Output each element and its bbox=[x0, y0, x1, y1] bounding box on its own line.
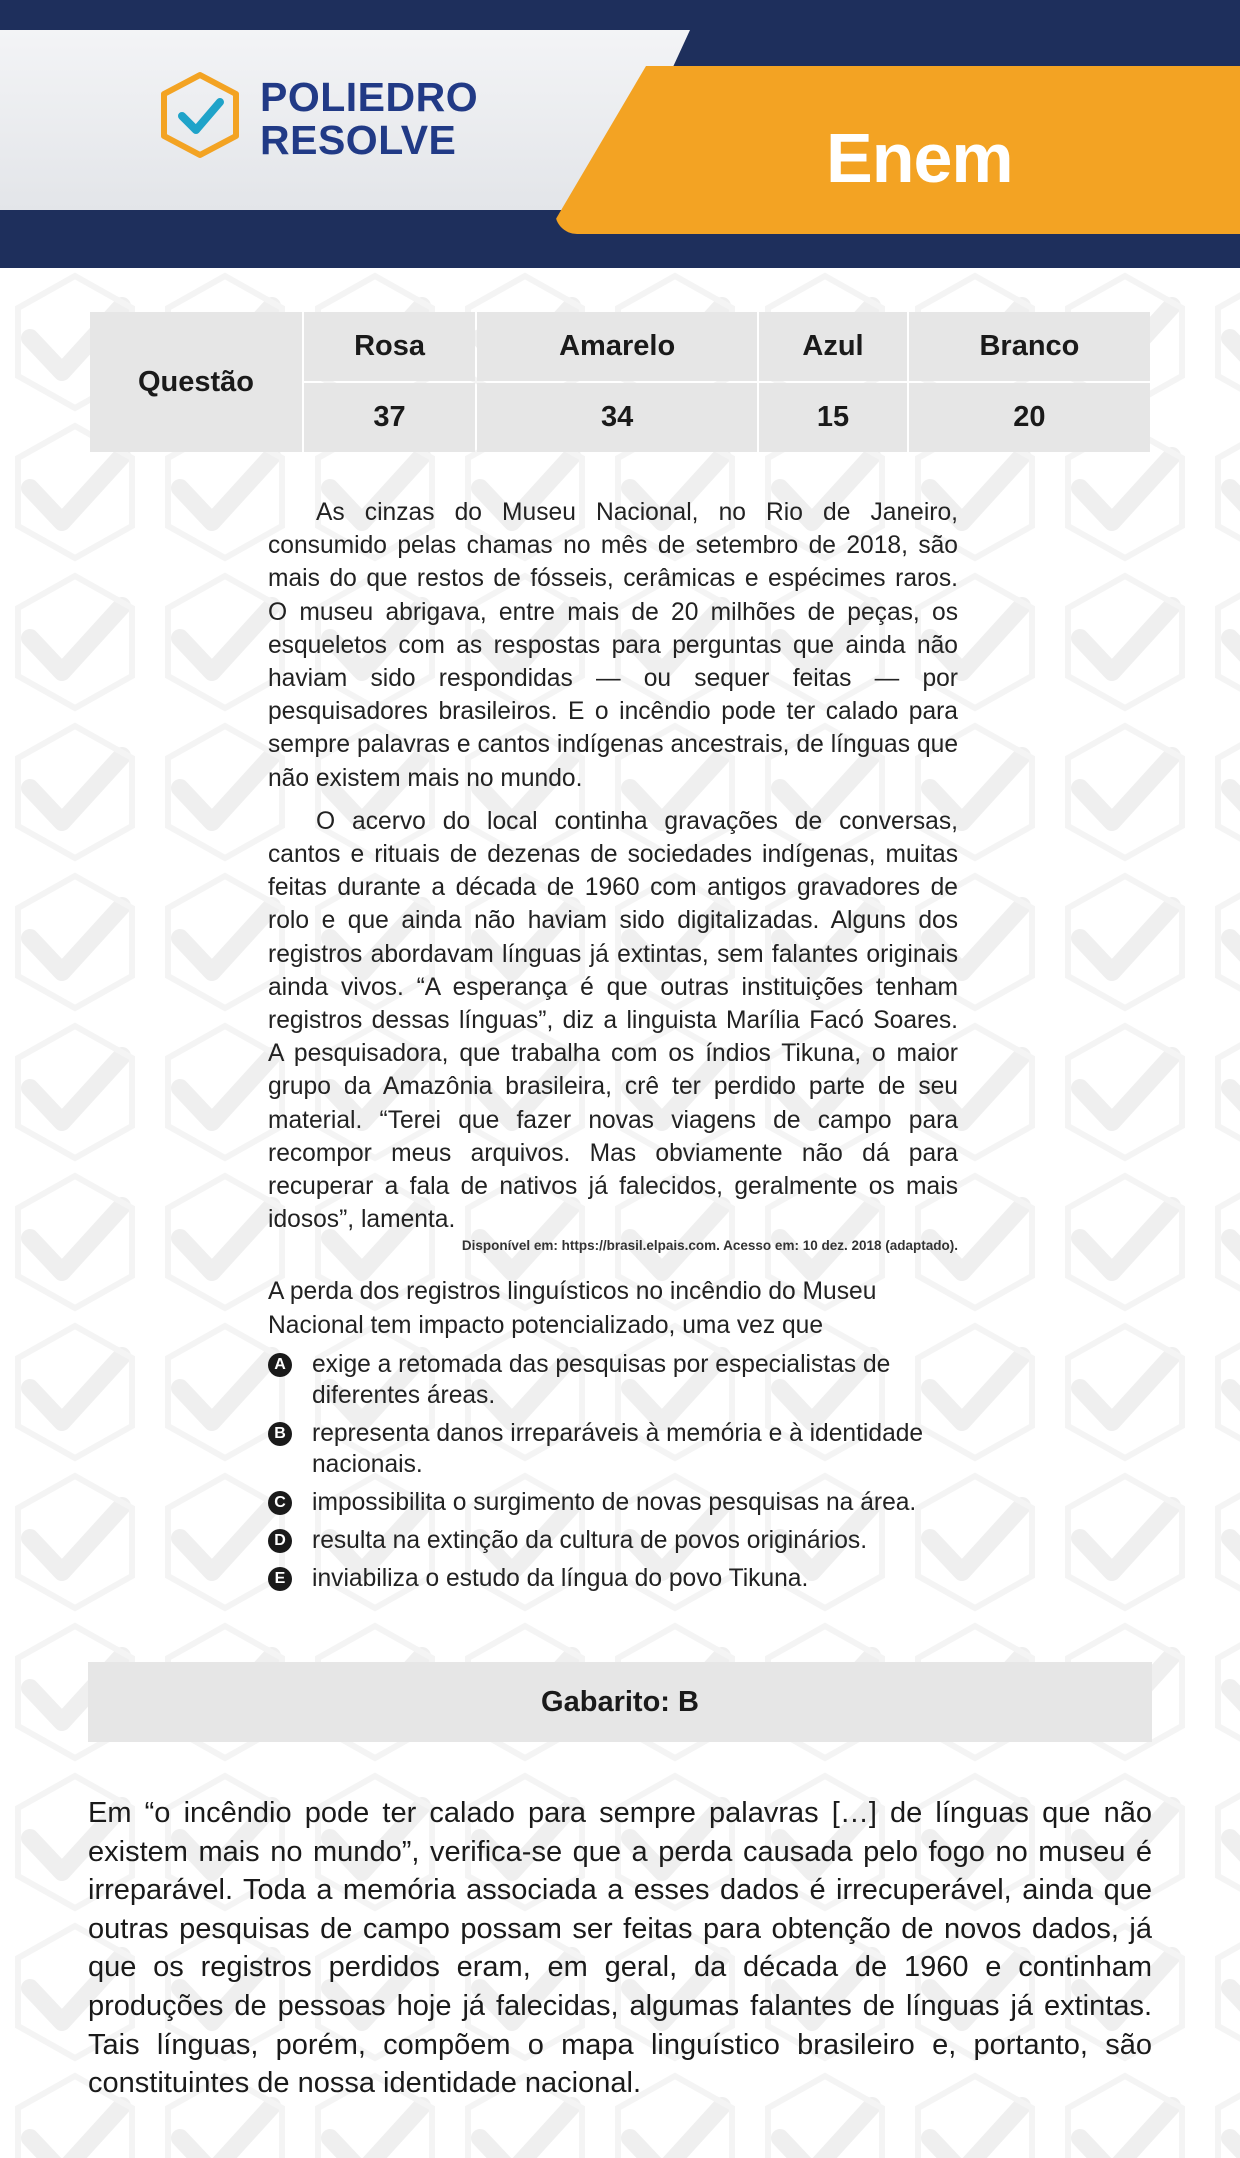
question-label-cell: Questão bbox=[90, 312, 302, 452]
option-letter-badge: D bbox=[268, 1529, 292, 1553]
option-text: inviabiliza o estudo da língua do povo Tikuna. bbox=[312, 1564, 809, 1592]
brand-line-2: RESOLVE bbox=[260, 117, 457, 163]
option-letter-badge: E bbox=[268, 1567, 292, 1591]
option-text: representa danos irreparáveis à memória e à identidade nacionais. bbox=[312, 1419, 924, 1478]
option-text: resulta na extinção da cultura de povos originários. bbox=[312, 1526, 868, 1554]
source-citation: Disponível em: https://brasil.elpais.com. Acesso em: 10 dez. 2018 (adaptado). bbox=[461, 1238, 958, 1254]
number-cell-azul: 15 bbox=[759, 383, 907, 452]
color-cell-branco: Branco bbox=[909, 312, 1150, 381]
option-letter-badge: C bbox=[268, 1491, 292, 1515]
option-d[interactable] bbox=[268, 1525, 958, 1556]
text-paragraph-1: As cinzas do Museu Nacional, no Rio de Janeiro, consumido pelas chamas no mês de setembro de 2018, são mais do que restos de fósseis, cerâmicas e espécimes raros. O museu abrigava, entre mais de 20 milhões de peças, os esqueletos com as respostas para perguntas que ainda não haviam sido respondidas — ou sequer feitas — por pesquisadores brasileiros. E o incêndio pode ter calado para sempre palavras e cantos indígenas ancestrais, de línguas que não existem mais no mundo. bbox=[268, 499, 958, 792]
explanation-text: Em “o incêndio pode ter calado para sempre palavras […] de línguas que não existem mais no mundo”, verifica-se que a perda causada pelo fogo no museu é irreparável. Toda a memória associada a esses dados é irrecuperável, ainda que outras pesquisas de campo possam ser feitas para obtenção de novos dados, já que os registros perdidos eram, em geral, da década de 1960 e continham produções de pessoas hoje já falecidas, algumas falantes de línguas já extintas. Tais línguas, porém, compõem o mapa linguístico brasileiro e, portanto, são constituintes de nossa identidade nacional. bbox=[88, 1797, 1152, 2100]
check-hexagon-icon bbox=[156, 70, 244, 160]
brand-line-1: POLIEDRO bbox=[260, 74, 479, 120]
question-block bbox=[268, 496, 958, 1594]
exam-title: Enem bbox=[826, 119, 1013, 197]
question-stem: A perda dos registros linguísticos no incêndio do Museu Nacional tem impacto potencializado, uma vez que bbox=[268, 1278, 877, 1339]
question-number-table bbox=[88, 310, 1152, 454]
option-e[interactable] bbox=[268, 1563, 958, 1594]
color-cell-amarelo: Amarelo bbox=[477, 312, 757, 381]
option-text: exige a retomada das pesquisas por especialistas de diferentes áreas. bbox=[312, 1350, 891, 1409]
option-letter-badge: B bbox=[268, 1422, 292, 1446]
color-cell-azul: Azul bbox=[759, 312, 907, 381]
number-cell-branco: 20 bbox=[909, 383, 1150, 452]
page-header bbox=[0, 0, 1240, 268]
option-text: impossibilita o surgimento de novas pesquisas na área. bbox=[312, 1488, 917, 1516]
number-cell-amarelo: 34 bbox=[477, 383, 757, 452]
text-paragraph-2: O acervo do local continha gravações de conversas, cantos e rituais de dezenas de sociedades indígenas, muitas feitas durante a década de 1960 com antigos gravadores de rolo e que ainda não haviam sido digitalizadas. Alguns dos registros abordavam línguas já extintas, sem falantes originais ainda vivos. “A esperança é que outras instituições tenham registros dessas línguas”, diz a linguista Marília Facó Soares. A pesquisadora, que trabalha com os índios Tikuna, o maior grupo da Amazônia brasileira, crê ter perdido parte de seu material. “Terei que fazer novas viagens de campo para recompor meus arquivos. Mas obviamente não dá para recuperar a fala de nativos já falecidos, geralmente os mais idosos”, lamenta. bbox=[268, 807, 958, 1234]
option-c[interactable] bbox=[268, 1487, 958, 1518]
option-a[interactable] bbox=[268, 1349, 958, 1411]
option-b[interactable] bbox=[268, 1418, 958, 1480]
color-cell-rosa: Rosa bbox=[304, 312, 475, 381]
brand-logo-text bbox=[260, 76, 478, 162]
answer-key-bar: Gabarito: B bbox=[88, 1662, 1152, 1742]
number-cell-rosa: 37 bbox=[304, 383, 475, 452]
option-letter-badge: A bbox=[268, 1353, 292, 1377]
table-header-row bbox=[90, 312, 1150, 381]
